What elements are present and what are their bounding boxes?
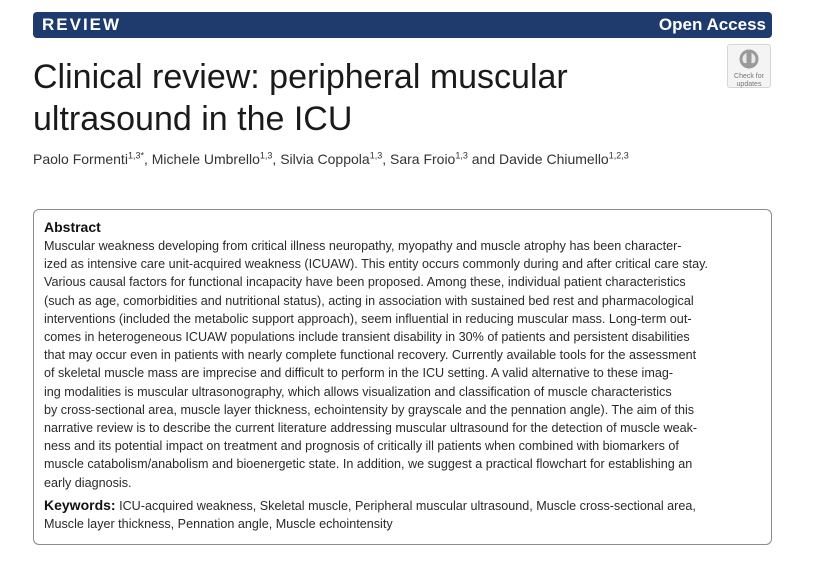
- check-for-updates-line-2: updates: [736, 81, 762, 88]
- abstract-line: early diagnosis.: [44, 475, 132, 490]
- author-separator: ,: [382, 151, 390, 167]
- author-separator: and: [467, 151, 499, 167]
- article-title: [33, 56, 673, 140]
- abstract-line: narrative review is to describe the current literature addressing muscular ultrasound for the detection of muscle weak-: [44, 421, 698, 436]
- keywords-line-1: [44, 496, 761, 515]
- abstract-line: of skeletal muscle mass are imprecise and difficult to perform in the ICU setting. A valid alternative to these imag-: [44, 366, 674, 381]
- author-name[interactable]: Michele Umbrello: [151, 151, 260, 167]
- author-name[interactable]: Silvia Coppola: [280, 151, 370, 167]
- check-for-updates-line-1: Check for: [734, 73, 764, 80]
- keywords-label: Keywords:: [44, 496, 116, 513]
- author-affiliation: 1,3: [369, 150, 383, 161]
- abstract-line: Various causal factors for functional incapacity have been proposed. Among these, individual patient characteristics: [44, 275, 686, 290]
- abstract-line: by cross-sectional area, muscle layer thickness, echointensity by grayscale and the pennation angle). The aim of this: [44, 402, 695, 417]
- abstract-body: [44, 237, 761, 492]
- keywords-text-1: ICU-acquired weakness, Skeletal muscle, Peripheral muscular ultrasound, Muscle cross-sectional area,: [115, 498, 696, 513]
- author-affiliation: 1,2,3: [608, 150, 629, 161]
- abstract-line: ing modalities is muscular ultrasonography, which allows visualization and classification of muscle characteristics: [44, 384, 672, 399]
- article-title-line-1: Clinical review: peripheral muscular: [33, 58, 568, 96]
- author-list: [33, 151, 629, 167]
- author-affiliation: 1,3: [455, 150, 468, 161]
- keywords: [44, 496, 761, 533]
- abstract-line: ized as intensive care unit-acquired weakness (ICUAW). This entity occurs commonly during and after critical care stay.: [44, 257, 708, 272]
- abstract-line: (such as age, comorbidities and nutritional status), acting in association with sustained bed rest and pharmacological: [44, 293, 694, 308]
- article-type-label: REVIEW: [42, 15, 122, 34]
- keywords-text-2: Muscle layer thickness, Pennation angle, Muscle echointensity: [44, 517, 393, 532]
- author-separator: ,: [272, 151, 281, 167]
- author-affiliation: 1,3: [259, 150, 273, 161]
- author-separator: ,: [143, 151, 152, 167]
- abstract-line: Muscular weakness developing from critical illness neuropathy, myopathy and muscle atrophy has been character-: [44, 239, 682, 253]
- open-access-label: Open Access: [658, 15, 766, 34]
- author-name[interactable]: Paolo Formenti: [33, 151, 128, 167]
- abstract-line: muscle catabolism/anabolism and bioenergetic state. In addition, we suggest a practical flowchart for establishing an: [44, 457, 693, 472]
- check-for-updates-badge[interactable]: [727, 44, 771, 88]
- abstract-line: ness and its potential impact on treatment and prognosis of critically ill patients when combined with biomarkers of: [44, 439, 679, 454]
- author-affiliation: 1,3*: [127, 150, 144, 161]
- article-title-line-2: ultrasound in the ICU: [33, 100, 353, 138]
- author-name[interactable]: Sara Froio: [389, 151, 456, 167]
- abstract-line: interventions (included the metabolic support approach), seem influential in reducing muscular mass. Long-term out-: [44, 311, 692, 326]
- author-name[interactable]: Davide Chiumello: [499, 151, 609, 167]
- check-for-updates-icon: [738, 48, 760, 72]
- abstract-line: comes in heterogeneous ICUAW populations include transient disability in 30% of patients and persistent disabilities: [44, 330, 690, 345]
- abstract-box: [33, 209, 772, 545]
- abstract-line: that may occur even in patients with nearly complete functional recovery. Currently available tools for the assessment: [44, 348, 697, 363]
- abstract-heading: Abstract: [44, 219, 101, 235]
- article-type-banner: [33, 12, 772, 38]
